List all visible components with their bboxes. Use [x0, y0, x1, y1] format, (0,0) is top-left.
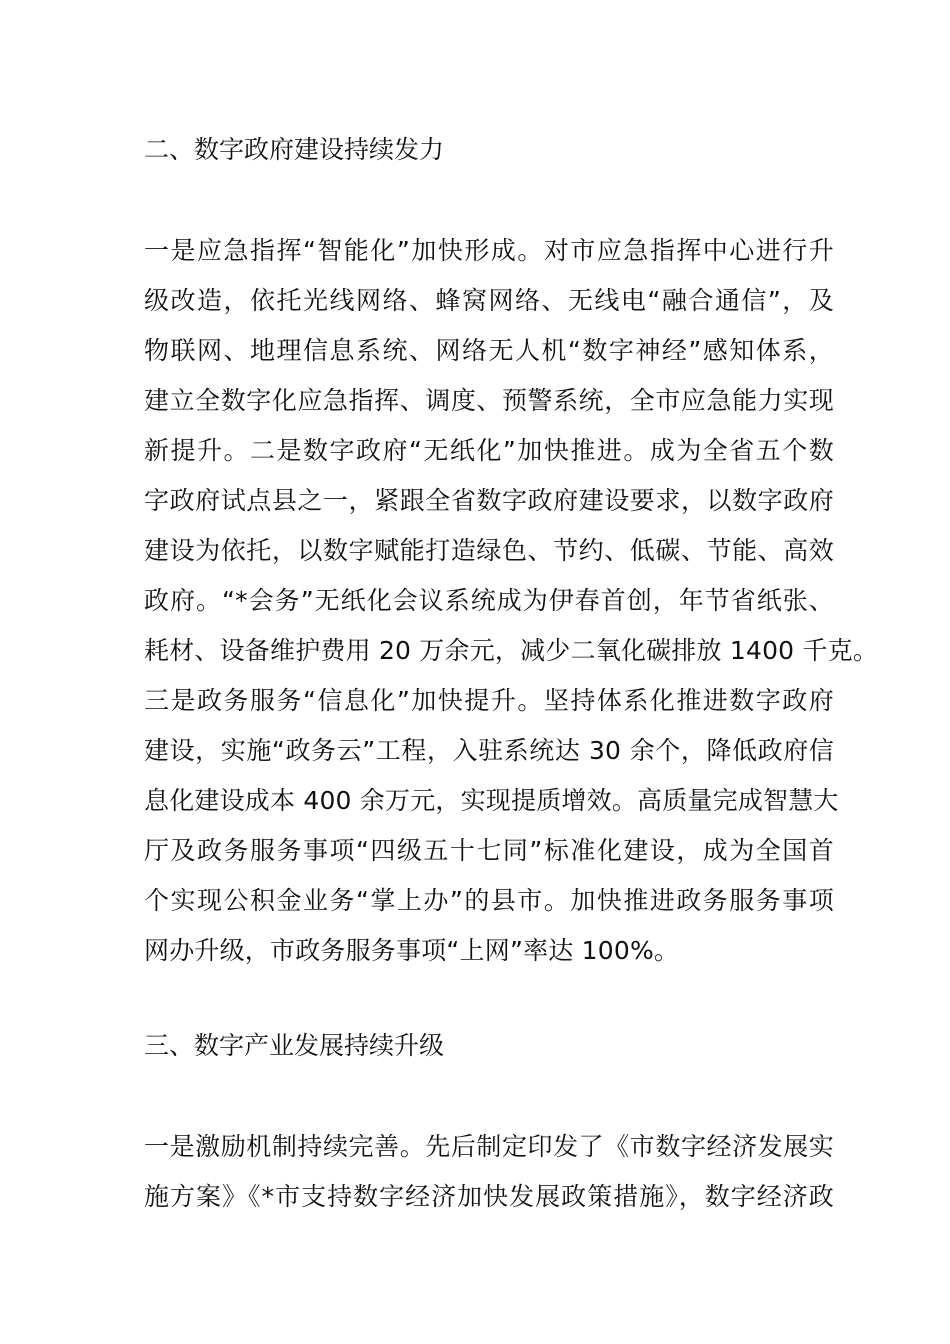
paragraph-digital-government [144, 226, 879, 976]
section-heading-digital-industry: 三、数字产业发展持续升级 [144, 1031, 445, 1060]
paragraph-line: 级改造，依托光线网络、蜂窝网络、无线电“融合通信”，及 [144, 286, 834, 315]
paragraph-line: 施方案》《*市支持数字经济加快发展政策措施》，数字经济政 [144, 1182, 834, 1211]
paragraph-line: 新提升。二是数字政府“无纸化”加快推进。成为全省五个数 [144, 436, 834, 465]
paragraph-digital-industry [144, 1122, 834, 1222]
paragraph-line: 网办升级，市政务服务事项“上网”率达 100%。 [144, 936, 680, 965]
paragraph-line: 息化建设成本 400 余万元，实现提质增效。高质量完成智慧大 [144, 786, 839, 815]
paragraph-line: 建设为依托，以数字赋能打造绿色、节约、低碳、节能、高效 [144, 536, 834, 565]
paragraph-line: 三是政务服务“信息化”加快提升。坚持体系化推进数字政府 [144, 686, 834, 715]
paragraph-line: 个实现公积金业务“掌上办”的县市。加快推进政务服务事项 [144, 886, 834, 915]
paragraph-line: 字政府试点县之一，紧跟全省数字政府建设要求，以数字政府 [144, 486, 834, 515]
paragraph-line: 建设，实施“政务云”工程，入驻系统达 30 余个，降低政府信 [144, 736, 834, 765]
paragraph-line: 政府。“*会务”无纸化会议系统成为伊春首创，年节省纸张、 [144, 586, 834, 615]
section-heading-digital-government: 二、数字政府建设持续发力 [144, 135, 445, 164]
paragraph-line: 建立全数字化应急指挥、调度、预警系统，全市应急能力实现 [144, 386, 834, 415]
paragraph-line: 耗材、设备维护费用 20 万余元，减少二氧化碳排放 1400 千克。 [144, 636, 879, 665]
paragraph-line: 一是激励机制持续完善。先后制定印发了《市数字经济发展实 [144, 1132, 834, 1161]
paragraph-line: 一是应急指挥“智能化”加快形成。对市应急指挥中心进行升 [144, 236, 834, 265]
paragraph-line: 厅及政务服务事项“四级五十七同”标准化建设，成为全国首 [144, 836, 834, 865]
paragraph-line: 物联网、地理信息系统、网络无人机“数字神经”感知体系， [144, 336, 834, 365]
